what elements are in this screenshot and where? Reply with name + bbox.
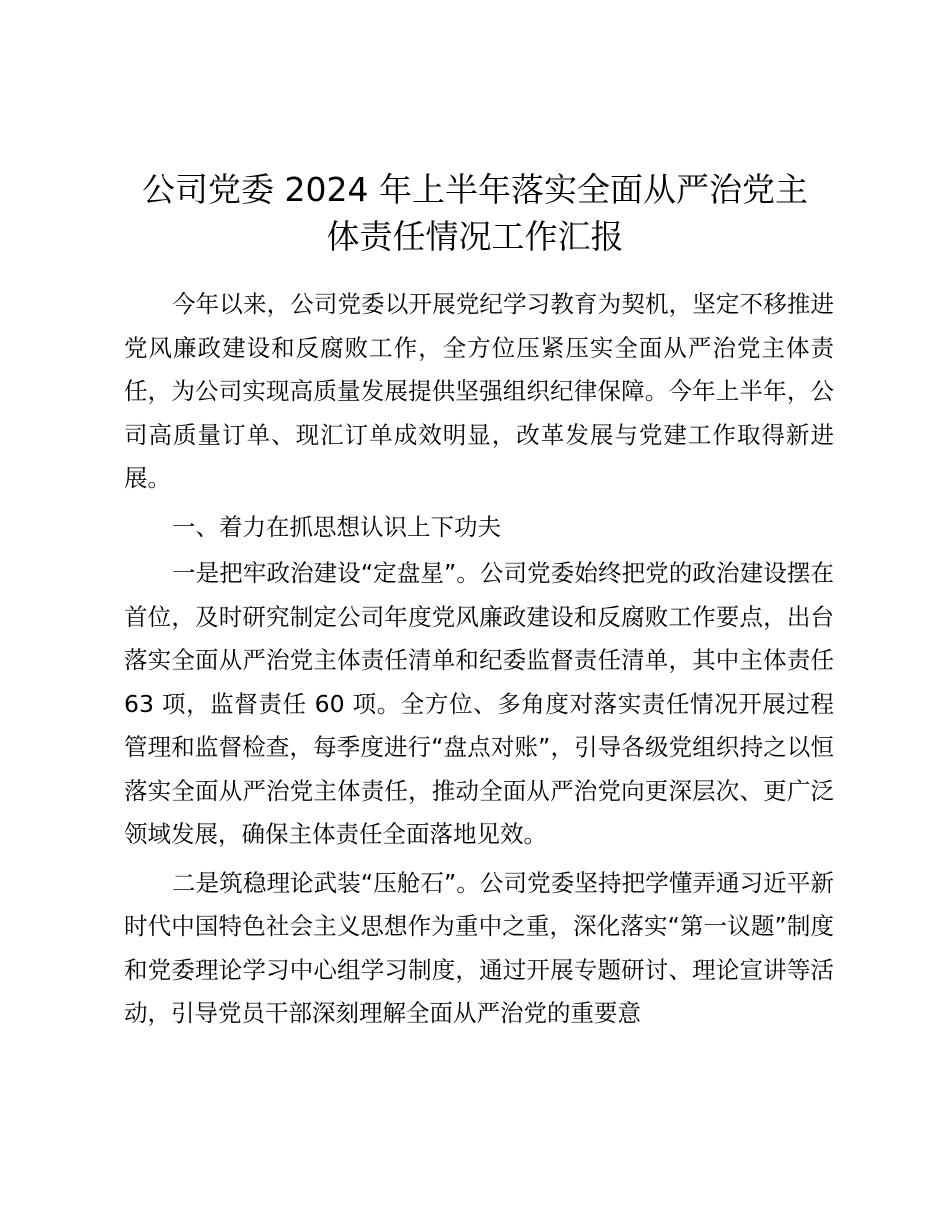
intro-paragraph: 今年以来，公司党委以开展党纪学习教育为契机，坚定不移推进党风廉政建设和反腐败工作，全方位压紧压实全面从严治党主体责任，为公司实现高质量发展提供坚强组织纪律保障。今年上半年，公司高质量订单、现汇订单成效明显，改革发展与党建工作取得新进展。 [124, 290, 834, 492]
document-title [120, 166, 830, 260]
body-paragraph-2: 二是筑稳理论武装“压舱石”。公司党委坚持把学懂弄通习近平新时代中国特色社会主义思想作为重中之重，深化落实“第一议题”制度和党委理论学习中心组学习制度，通过开展专题研讨、理论宣讲等活动，引导党员干部深刻理解全面从严治党的重要意 [124, 868, 834, 1027]
title-line-2: 体责任情况工作汇报 [326, 217, 624, 256]
title-line-1: 公司党委 2024 年上半年落实全面从严治党主 [142, 170, 808, 209]
section-heading: 一、着力在抓思想认识上下功夫 [172, 512, 501, 541]
body-paragraph-1: 一是把牢政治建设“定盘星”。公司党委始终把党的政治建设摆在首位，及时研究制定公司年度党风廉政建设和反腐败工作要点，出台落实全面从严治党主体责任清单和纪委监督责任清单，其中主体责任 63 项，监督责任 60 项。全方位、多角度对落实责任情况开展过程管理和监督检查，每季度进行“盘点对账”，引导各级党组织持之以恒落实全面从严治党主体责任，推动全面从严治党向更深层次、更广泛领域发展，确保主体责任全面落地见效。 [124, 559, 834, 848]
document-body [124, 283, 834, 1041]
